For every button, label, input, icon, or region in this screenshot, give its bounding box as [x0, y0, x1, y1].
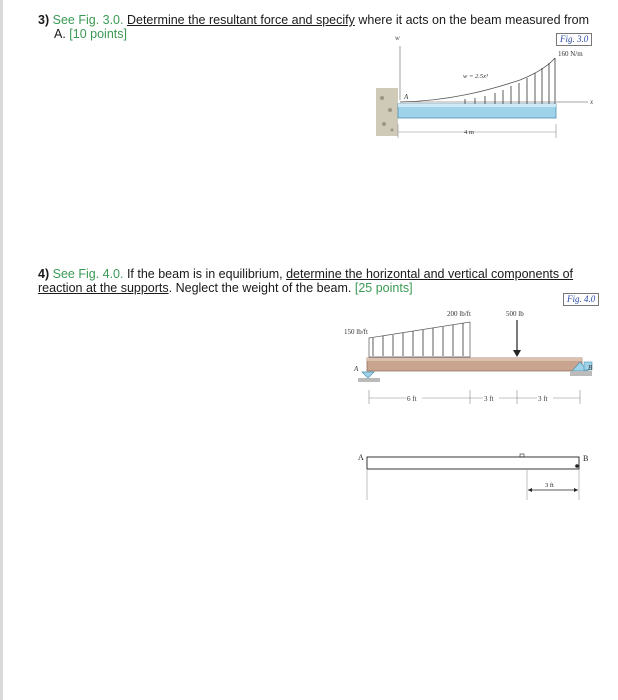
fig-3-w-label: w: [395, 34, 400, 42]
question-3-number: 3): [38, 13, 50, 27]
question-4: [38, 267, 598, 295]
fig-4-dim-3: 3 ft: [538, 395, 548, 403]
fig-3-diagram: [370, 28, 610, 158]
fig-4-dim-1: 6 ft: [407, 395, 417, 403]
fig-3-wall: [376, 88, 398, 136]
fig-3-point-a: A: [404, 93, 409, 101]
fbd-beam: [367, 457, 579, 469]
fbd-dim: 3 ft: [545, 482, 554, 489]
page-left-border: [0, 0, 3, 700]
fig-4-load-right: 200 lb/ft: [447, 310, 471, 318]
fig-4-load-arrows: [373, 323, 463, 356]
question-3-point-a: A.: [54, 27, 66, 41]
fbd-support-b-dot: [575, 464, 579, 468]
question-3-figure-ref: See Fig. 3.0.: [52, 13, 124, 27]
fig-4-dim-2: 3 ft: [484, 395, 494, 403]
fig-3-tag: Fig. 3.0: [556, 33, 592, 46]
question-4-task-2: reaction at the supports: [38, 281, 169, 295]
fbd-point-b: B: [583, 454, 589, 463]
fig-3-load-arrows: [465, 58, 555, 104]
fig-4-distributed-load: [369, 322, 470, 357]
fbd-load-mark: [520, 454, 524, 457]
fig-4-point-a: A: [354, 365, 359, 373]
question-4-figure-ref: See Fig. 4.0.: [52, 267, 124, 281]
fig-3-x-label: x: [590, 98, 594, 106]
fbd-point-a: A: [358, 453, 364, 462]
fig-4-diagram: [340, 300, 610, 410]
fig-4-load-left: 150 lb/ft: [344, 328, 368, 336]
fbd-sketch: [350, 448, 610, 508]
fig-4-point-b: B: [588, 364, 593, 372]
question-4-number: 4): [38, 267, 50, 281]
question-3-rest: where it acts on the beam measured from: [354, 13, 590, 27]
fig-4-point-load: 500 lb: [506, 310, 524, 318]
fig-3-length: 4 m: [464, 129, 474, 136]
question-3-task: Determine the resultant force and specify: [126, 13, 355, 27]
question-4-rest: . Neglect the weight of the beam.: [168, 281, 355, 295]
question-3-points: [10 points]: [69, 27, 127, 41]
fig-3-load-equation: w = 2.5x³: [463, 73, 488, 80]
fig-3-load-max: 160 N/m: [558, 50, 583, 58]
fig-3-load-curve: [400, 58, 555, 102]
question-4-task-1: determine the horizontal and vertical components of: [286, 267, 574, 281]
fig-4-tag: Fig. 4.0: [563, 293, 599, 306]
question-4-points: [25 points]: [354, 281, 413, 295]
question-4-intro: If the beam is in equilibrium,: [123, 267, 287, 281]
fig-4-support-a: [362, 372, 374, 378]
